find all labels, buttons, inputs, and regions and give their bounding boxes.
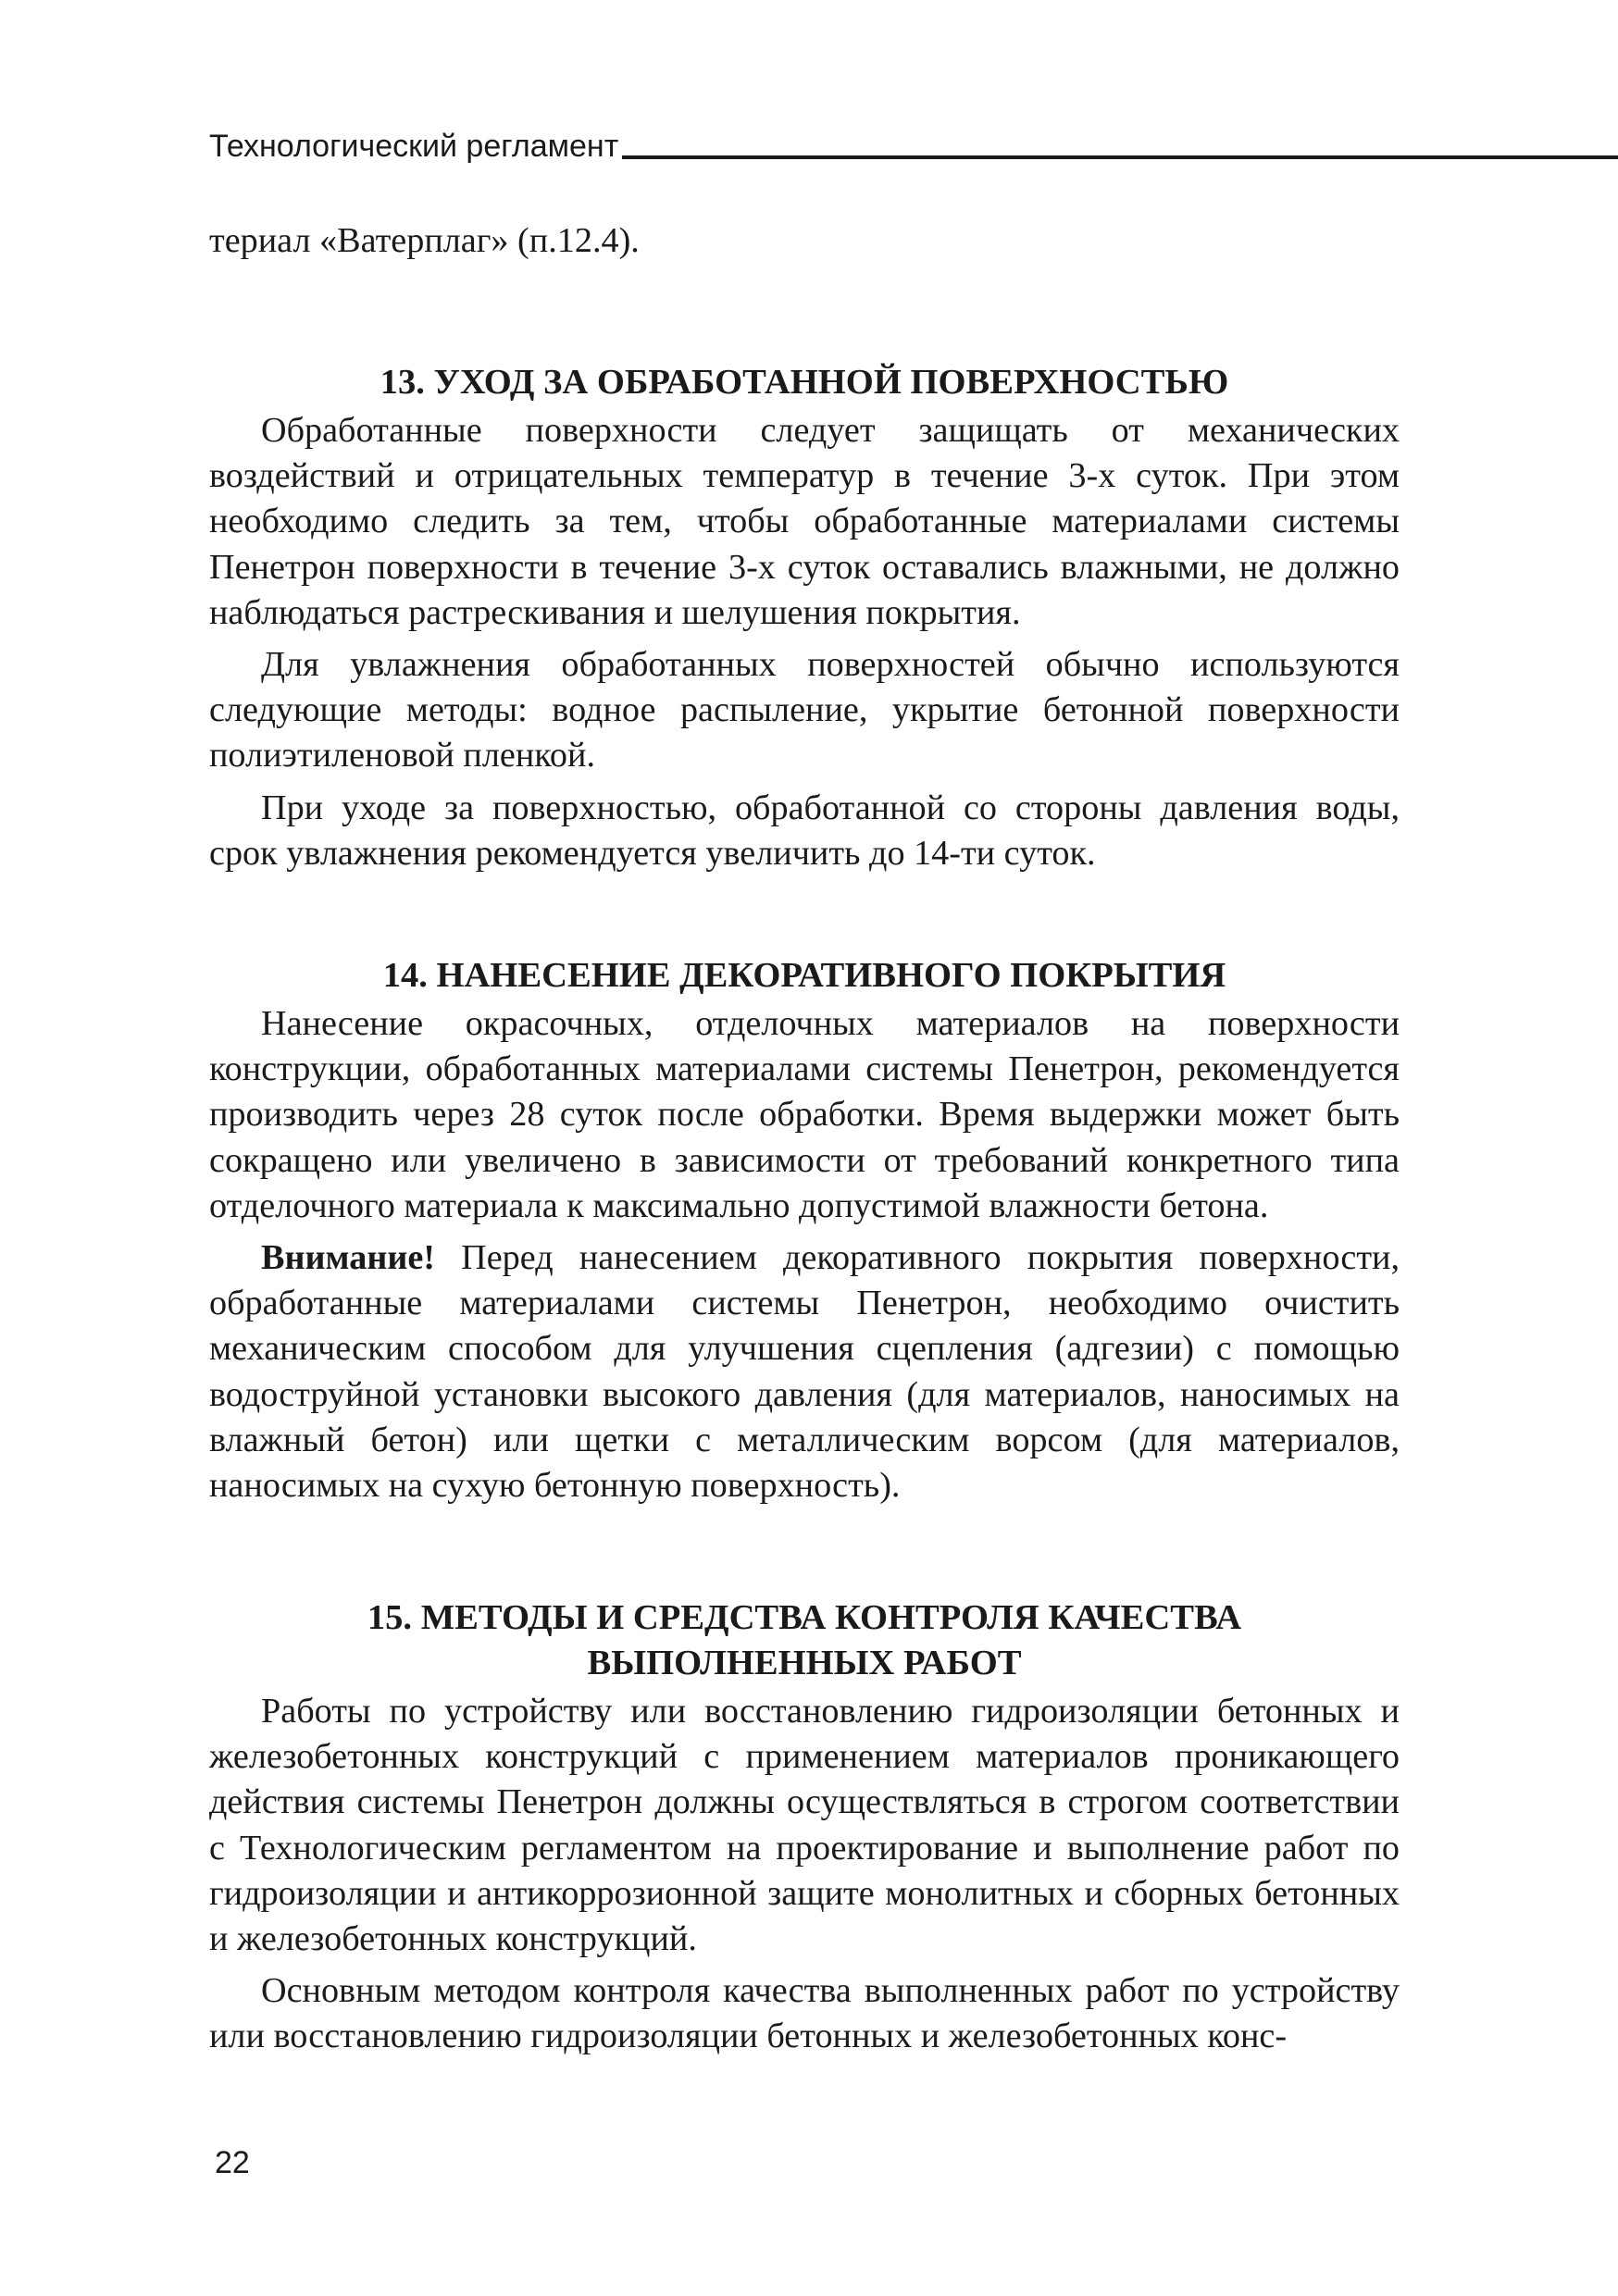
section-14 — [209, 953, 1400, 1515]
section-13-paragraph-3: При уходе за поверхностью, обработанной со стороны давления воды, срок увлажнения рекомендуется увеличить до 14-ти суток. — [209, 788, 1400, 873]
section-14-note — [209, 1235, 1400, 1508]
header-rule — [622, 155, 1618, 159]
section-13-paragraph-1: Обработанные поверхности следует защищать от механических воздействий и отрицательных температур в течение 3-х суток. При этом необходимо следить за тем, чтобы обработанные материалами системы Пенетрон поверхности в течение 3-х суток оставались влажными, не должно наблюдаться растрескивания и шелушения покрытия. — [209, 411, 1400, 632]
section-13-paragraph-2: Для увлажнения обработанных поверхностей обычно используются следующие методы: водное распыление, укрытие бетонной поверхности полиэтиленовой пленкой. — [209, 645, 1400, 776]
section-15-paragraph-2: Основным методом контроля качества выполненных работ по устройству или восстановлению гидроизоляции бетонных и железобетонных конс- — [209, 1971, 1400, 2056]
section-14-paragraph-1: Нанесение окрасочных, отделочных материалов на поверхности конструкции, обработанных материалами системы Пенетрон, рекомендуется производить через 28 суток после обработки. Время выдержки может быть сокращено или увеличено в зависимости от требований конкретного типа отделочного материала к максимально допустимой влажности бетона. — [209, 1004, 1400, 1225]
section-15-heading-line-1: 15. МЕТОДЫ И СРЕДСТВА КОНТРОЛЯ КАЧЕСТВА — [367, 1598, 1242, 1637]
section-13-heading: 13. УХОД ЗА ОБРАБОТАННОЙ ПОВЕРХНОСТЬЮ — [380, 363, 1229, 402]
attention-label: Внимание! — [261, 1238, 435, 1278]
section-15-paragraph-1: Работы по устройству или восстановлению гидроизоляции бетонных и железобетонных конструкций с применением материалов проникающего действия системы Пенетрон должны осуществляться в строгом соответствии с Технологическим регламентом на проектирование и выполнение работ по гидроизоляции и антикоррозионной защите монолитных и сборных бетонных и железобетонных конструкций. — [209, 1692, 1400, 1959]
attention-text: Перед нанесением декоративного покрытия поверхности, обработанные материалами системы Пенетрон, необходимо очистить механическим способом для улучшения сцепления (адгезии) с помощью водоструйной установки высокого давления (для материалов, наносимых на влажный бетон) или щетки с металлическим ворсом (для материалов, наносимых на сухую бетонную поверхность). — [209, 1238, 1400, 1506]
page-number: 22 — [215, 2145, 250, 2180]
section-15-heading-line-2: ВЫПОЛНЕННЫХ РАБОТ — [587, 1644, 1022, 1682]
intro-text: териал «Ватерплаг» (п.12.4). — [209, 221, 640, 260]
intro-block — [209, 218, 1400, 270]
section-15 — [209, 1595, 1400, 2066]
running-header — [209, 118, 1618, 165]
section-13 — [209, 360, 1400, 883]
section-14-heading: 14. НАНЕСЕНИЕ ДЕКОРАТИВНОГО ПОКРЫТИЯ — [382, 956, 1226, 995]
running-header-title: Технологический регламент — [209, 129, 619, 164]
